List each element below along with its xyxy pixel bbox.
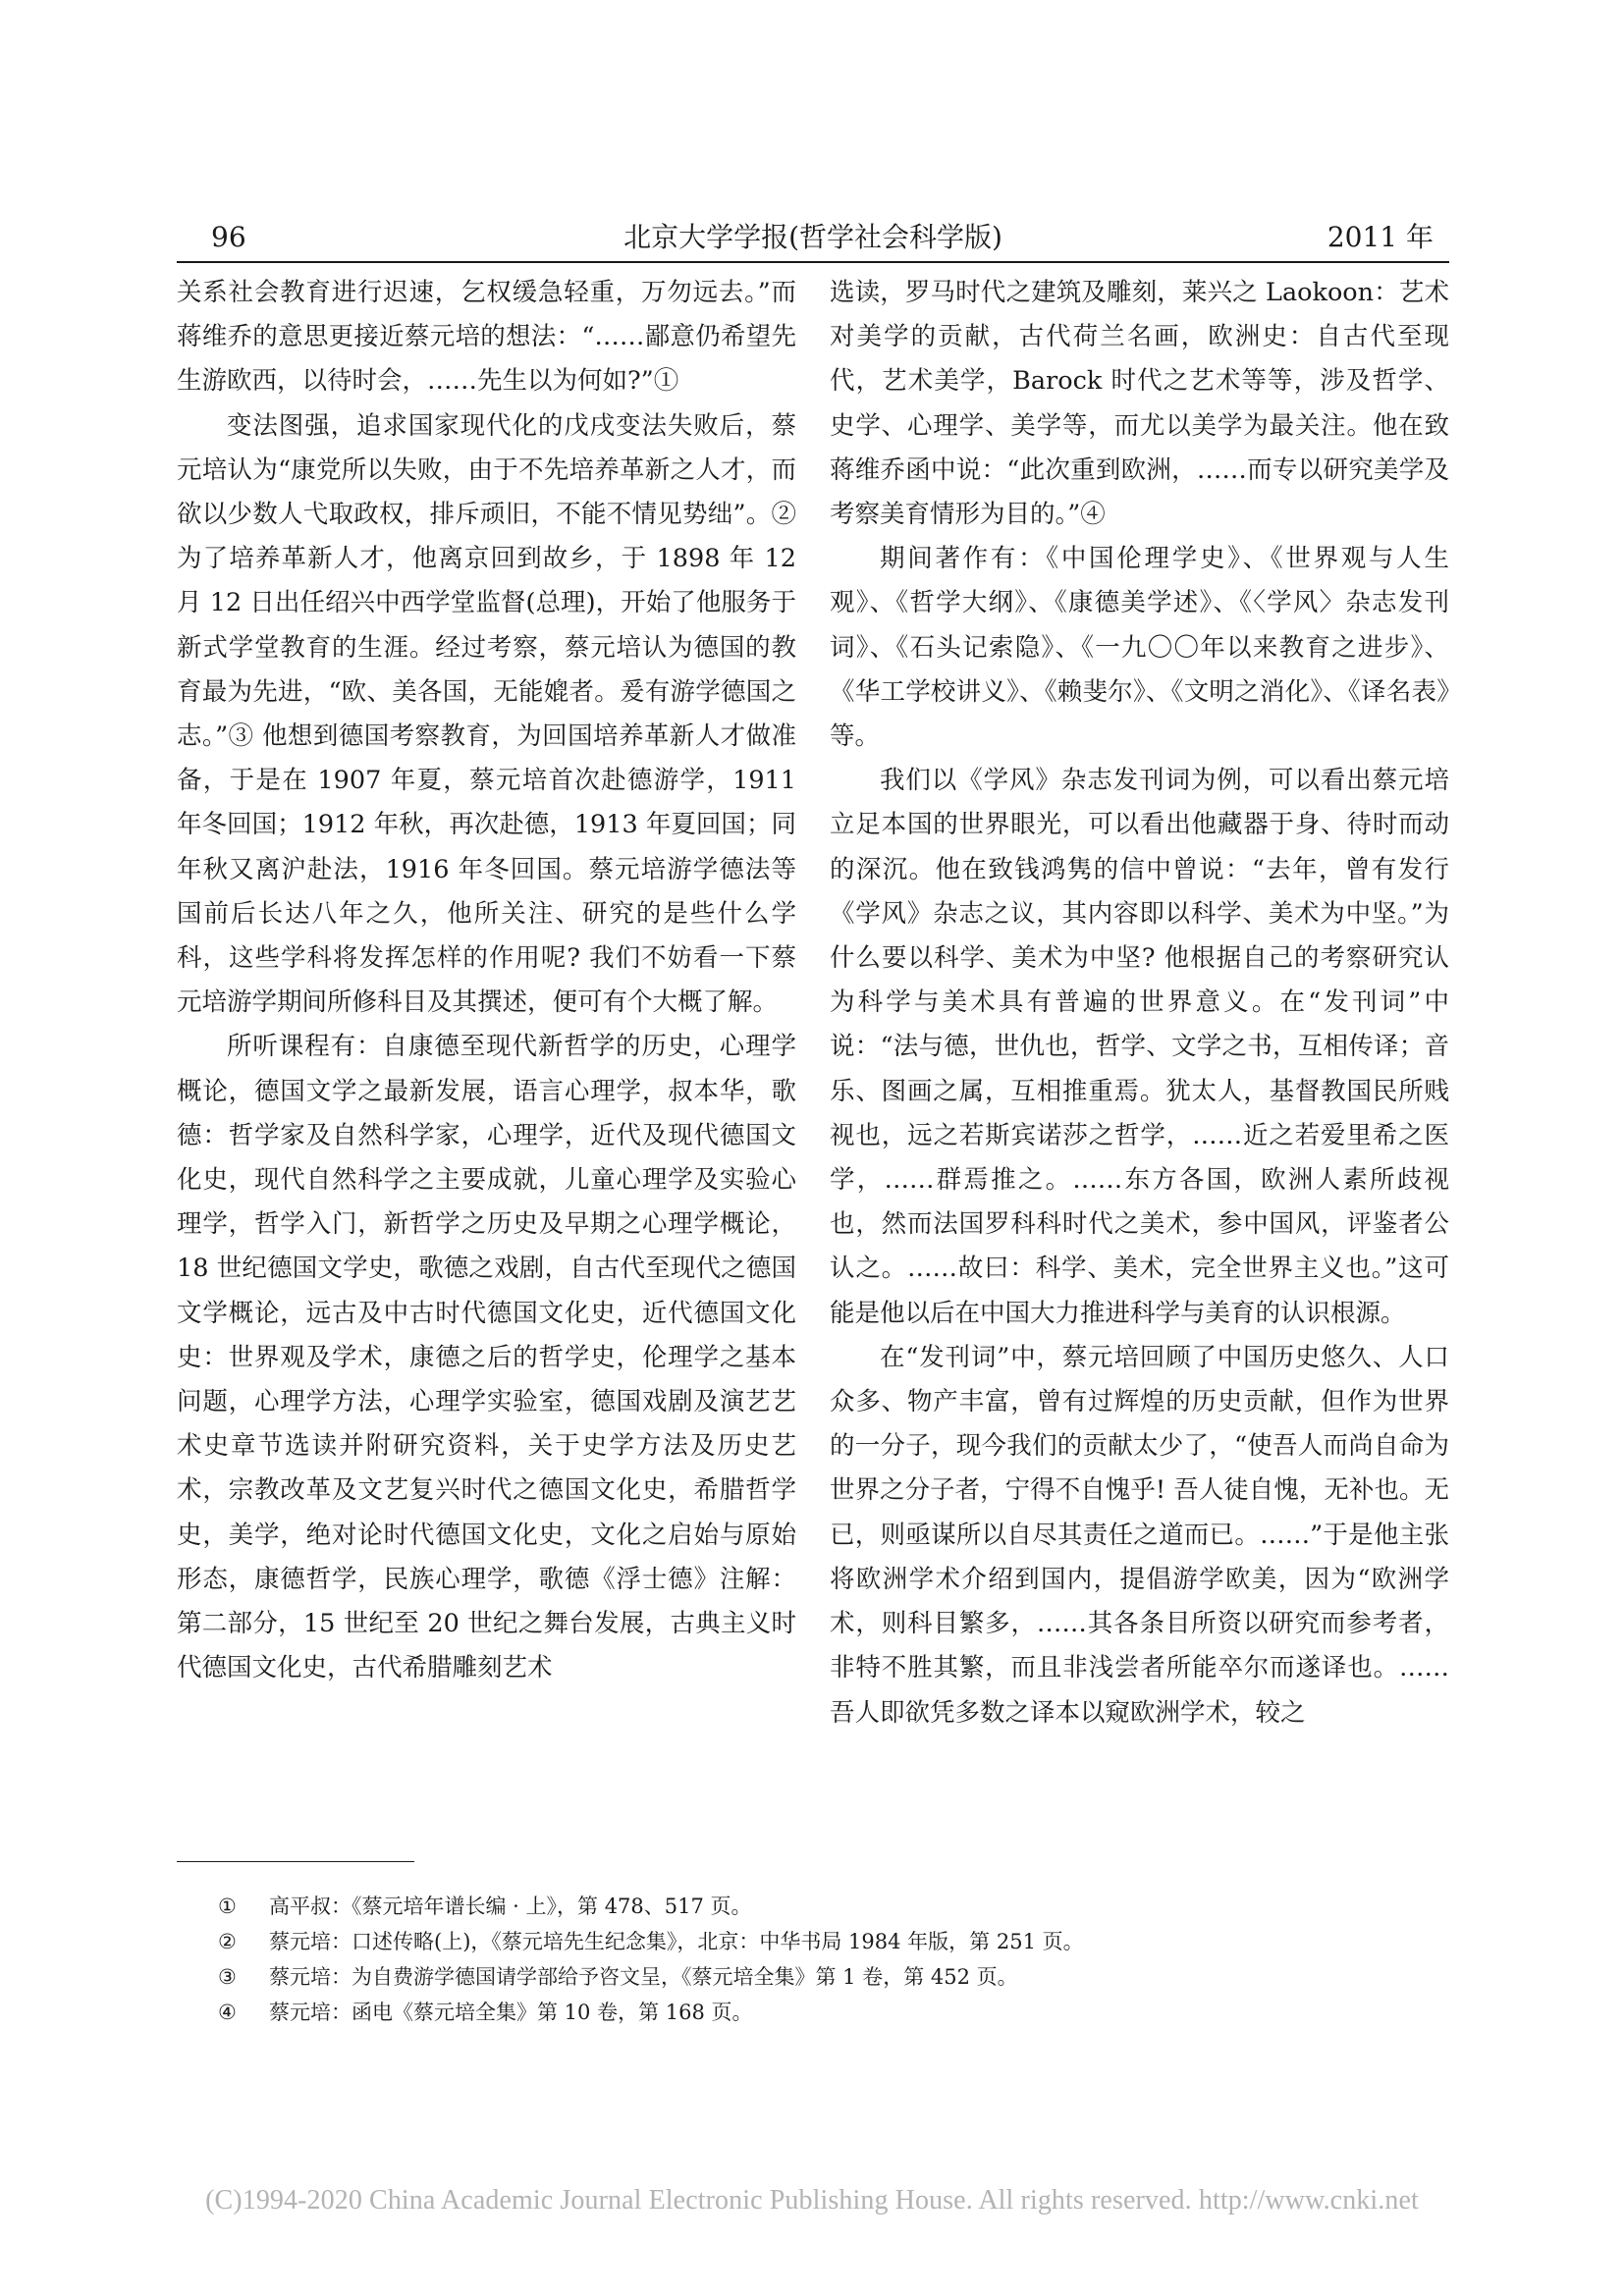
running-header [177, 218, 1449, 257]
paragraph: 所听课程有：自康德至现代新哲学的历史，心理学概论，德国文学之最新发展，语言心理学，叔本华，歌德：哲学家及自然科学家，心理学，近代及现代德国文化史，现代自然科学之主要成就，儿童心理学及实验心理学，哲学入门，新哲学之历史及早期之心理学概论，18 世纪德国文学史，歌德之戏剧，自古代至现代之德国文学概论，远古及中古时代德国文化史，近代德国文化史：世界观及学术，康德之后的哲学史，伦理学之基本问题，心理学方法，心理学实验室，德国戏剧及演艺艺术史章节选读并附研究资料，关于史学方法及历史艺术，宗教改革及文艺复兴时代之德国文化史，希腊哲学史，美学，绝对论时代德国文化史，文化之启始与原始形态，康德哲学，民族心理学，歌德《浮士德》注解：第二部分，15 世纪至 20 世纪之舞台发展，古典主义时代德国文化史，古代希腊雕刻艺术 [177, 1032, 796, 1683]
footnote [218, 1924, 1396, 1959]
header-rule [177, 261, 1449, 263]
paragraph: 我们以《学风》杂志发刊词为例，可以看出蔡元培立足本国的世界眼光，可以看出他藏器于身、待时而动的深沉。他在致钱鸿隽的信中曾说：“去年，曾有发行《学风》杂志之议，其内容即以科学、美术为中坚。”为什么要以科学、美术为中坚? 他根据自己的考察研究认为科学与美术具有普遍的世界意义。在“发刊词”中说：“法与德，世仇也，哲学、文学之书，互相传译；音乐、图画之属，互相推重焉。犹太人，基督教国民所贱视也，远之若斯宾诺莎之哲学，……近之若爱里希之医学，……群焉推之。……东方各国，欧洲人素所歧视也，然而法国罗科科时代之美术，参中国风，评鉴者公认之。……故曰：科学、美术，完全世界主义也。”这可能是他以后在中国大力推进科学与美育的认识根源。 [830, 766, 1449, 1328]
footnote [218, 1959, 1396, 1995]
paragraph: 期间著作有：《中国伦理学史》、《世界观与人生观》、《哲学大纲》、《康德美学述》、《〈学风〉杂志发刊词》、《石头记索隐》、《一九〇〇年以来教育之进步》、《华工学校讲义》、《赖斐尔》、《文明之消化》、《译名表》等。 [830, 544, 1449, 752]
left-column [177, 271, 796, 1691]
page-number: 96 [211, 221, 246, 253]
footnote-mark: ① [218, 1895, 237, 1918]
footnote-text: 高平叔：《蔡元培年谱长编 · 上》，第 478、517 页。 [269, 1895, 752, 1918]
copyright-notice: (C)1994-2020 China Academic Journal Electronic Publishing House. All rights reserved. http://www.cnki.net [205, 2185, 1419, 2216]
paragraph: 选读，罗马时代之建筑及雕刻，莱兴之 Laokoon：艺术对美学的贡献，古代荷兰名画，欧洲史：自古代至现代，艺术美学，Barock 时代之艺术等等，涉及哲学、史学、心理学、美学等，而尤以美学为最关注。他在致蒋维乔函中说：“此次重到欧洲，……而专以研究美学及考察美育情形为目的。”④ [830, 278, 1449, 530]
footnote-mark: ③ [218, 1965, 237, 1989]
footnote-mark: ④ [218, 2001, 237, 2024]
right-column [830, 271, 1449, 1735]
publication-year: 2011 年 [1326, 221, 1434, 253]
footnote-text: 蔡元培：函电《蔡元培全集》第 10 卷，第 168 页。 [269, 2001, 753, 2024]
footnote-rule [177, 1861, 414, 1862]
paragraph: 变法图强，追求国家现代化的戊戌变法失败后，蔡元培认为“康党所以失败，由于不先培养革新之人才，而欲以少数人弋取政权，排斥顽旧，不能不情见势绌”。② 为了培养革新人才，他离京回到故乡，于 1898 年 12 月 12 日出任绍兴中西学堂监督(总理)，开始了他服务于新式学堂教育的生涯。经过考察，蔡元培认为德国的教育最为先进，“欧、美各国，无能媲者。爰有游学德国之志。”③ 他想到德国考察教育，为回国培养革新人才做准备，于是在 1907 年夏，蔡元培首次赴德游学，1911 年冬回国；1912 年秋，再次赴德，1913 年夏回国；同年秋又离沪赴法，1916 年冬回国。蔡元培游学德法等国前后长达八年之久，他所关注、研究的是些什么学科，这些学科将发挥怎样的作用呢? 我们不妨看一下蔡元培游学期间所修科目及其撰述，便可有个大概了解。 [177, 410, 796, 1018]
paragraph: 关系社会教育进行迟速，乞权缓急轻重，万勿远去。”而蒋维乔的意思更接近蔡元培的想法：“……鄙意仍希望先生游欧西，以待时会，……先生以为何如?”① [177, 278, 796, 397]
footnote [218, 1889, 1396, 1924]
footnotes [218, 1889, 1396, 2030]
paragraph: 在“发刊词”中，蔡元培回顾了中国历史悠久、人口众多、物产丰富，曾有过辉煌的历史贡献，但作为世界的一分子，现今我们的贡献太少了，“使吾人而尚自命为世界之分子者，宁得不自愧乎! 吾人徒自愧，无补也。无已，则亟谋所以自尽其责任之道而已。……”于是他主张将欧洲学术介绍到国内，提倡游学欧美，因为“欧洲学术，则科目繁多，……其各条目所资以研究而参考者，非特不胜其繁，而且非浅尝者所能卒尔而遂译也。……吾人即欲凭多数之译本以窥欧洲学术，较之 [830, 1342, 1449, 1728]
footnote-text: 蔡元培：为自费游学德国请学部给予咨文呈，《蔡元培全集》第 1 卷，第 452 页。 [269, 1965, 1018, 1989]
footnote [218, 1995, 1396, 2030]
footnote-text: 蔡元培：口述传略(上)，《蔡元培先生纪念集》，北京：中华书局 1984 年版，第 251 页。 [269, 1930, 1084, 1953]
journal-title: 北京大学学报(哲学社会科学版) [623, 221, 1002, 253]
footnote-mark: ② [218, 1930, 237, 1953]
